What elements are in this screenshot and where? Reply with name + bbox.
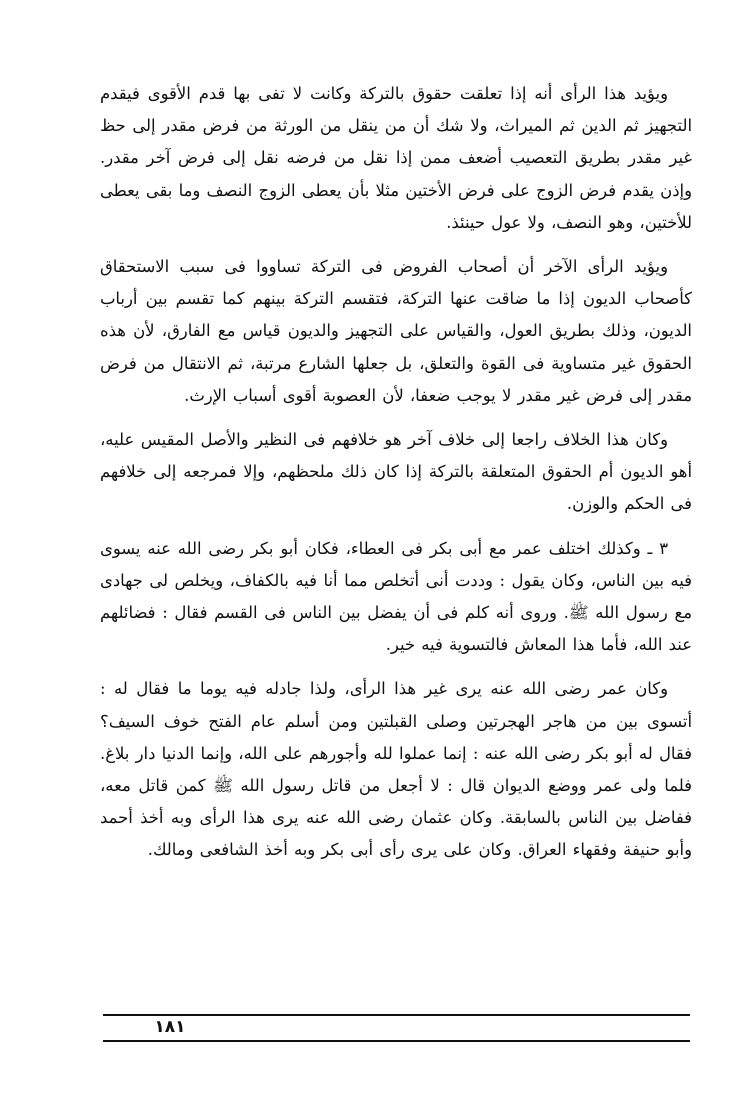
footer-rule-bottom [103,1040,690,1042]
paragraph-4: ٣ ـ وكذلك اختلف عمر مع أبى بكر فى العطاء، فكان أبو بكر رضى الله عنه يسوى فيه بين الناس، وكان يقول : وددت أنى أتخلص مما أنا فيه بالكفاف، ويخلص لى جهادى مع رسول الله ﷺ. وروى أنه كلم فى أن يفضل بين الناس فى القسم فقال : فضائلهم عند الله، فأما هذا المعاش فالتسوية فيه خير. [100,538,692,655]
paragraph-5: وكان عمر رضى الله عنه يرى غير هذا الرأى، ولذا جادله فيه يوما ما فقال له : أتسوى بين من هاجر الهجرتين وصلى القبلتين ومن أسلم عام الفتح خوف السيف؟ فقال له أبو بكر رضى الله عنه : إنما عملوا لله وأجورهم على الله، وإنما الدنيا دار بلاغ. فلما ولى عمر ووضع الديوان قال : لا أجعل من قاتل رسول الله ﷺ كمن قاتل معه، ففاضل بين الناس بالسابقة. وكان عثمان رضى الله عنه يرى هذا الرأى وبه أخذ أحمد وأبو حنيفة وفقهاء العراق. وكان على يرى رأى أبى بكر وبه أخذ الشافعى ومالك. [100,679,692,860]
body-text [100,78,692,867]
page-number: ١٨١ [154,1017,186,1037]
paragraph-1: ويؤيد هذا الرأى أنه إذا تعلقت حقوق بالتركة وكانت لا تفى بها قدم الأقوى فيقدم التجهيز ثم الدين ثم الميراث، ولا شك أن من ينقل من الورثة من فرض مقدر إلى حظ غير مقدر بطريق التعصيب أضعف ممن إذا نقل من فرضه نقل إلى فرض آخر مقدر. وإذن يقدم فرض الزوج على فرض الأختين مثلا بأن يعطى الزوج النصف وما بقى يعطى للأختين، وهو النصف، ولا عول حينئذ. [100,84,692,232]
paragraph-3: وكان هذا الخلاف راجعا إلى خلاف آخر هو خلافهم فى النظير والأصل المقيس عليه، أهو الديون أم الحقوق المتعلقة بالتركة إذا كان ذلك ملحظهم، وإلا فمرجعه إلى خلافهم فى الحكم والوزن. [100,430,692,514]
paragraph-2: ويؤيد الرأى الآخر أن أصحاب الفروض فى التركة تساووا فى سبب الاستحقاق كأصحاب الديون إذا ما ضاقت عنها التركة، فتقسم التركة بينهم كما تقسم بين أرباب الديون، وذلك بطريق العول، والقياس على التجهيز والديون قياس مع الفارق، لأن هذه الحقوق غير متساوية فى القوة والتعلق، بل جعلها الشارع مرتبة، ثم الانتقال من فرض مقدر إلى فرض غير مقدر لا يوجب ضعفا، لأن العصوبة أقوى أسباب الإرث. [100,257,692,405]
